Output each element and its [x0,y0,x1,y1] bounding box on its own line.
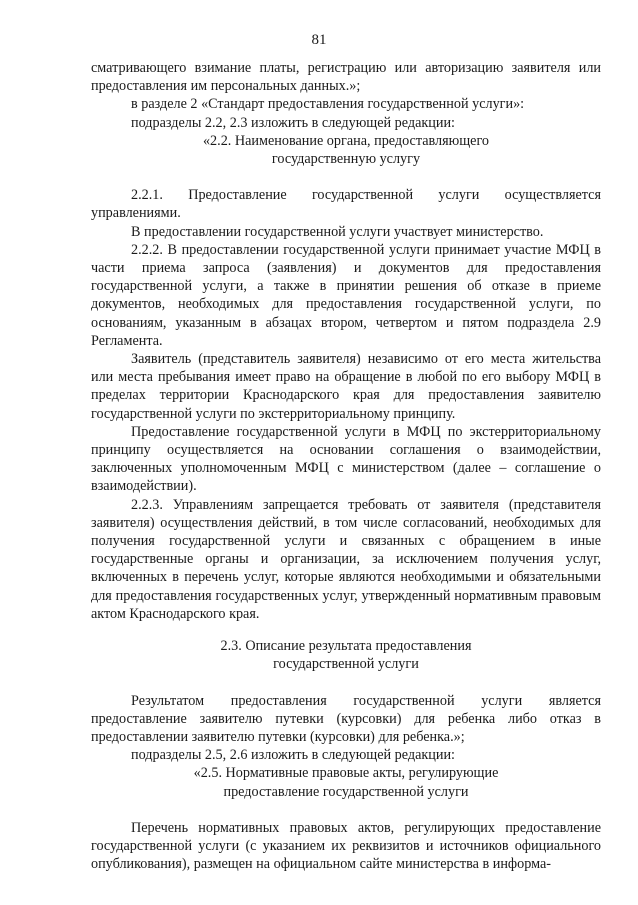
paragraph-section-2-intro: в разделе 2 «Стандарт предоставления государственной услуги»: [131,96,525,113]
heading-2-5 [91,764,601,800]
heading-2-2-line2: государственную услугу [271,151,421,168]
heading-2-3 [91,637,601,673]
heading-2-2 [91,132,601,168]
document-body [91,59,601,873]
paragraph-2-2-1: 2.2.1. Предоставление государственной услуги осуществляется управлениями. [91,187,601,222]
paragraph-continuation: сматривающего взимание платы, регистрацию или авторизацию заявителя или предоставления им персональных данных.»; [91,60,601,95]
heading-2-5-line2: предоставление государственной услуги [223,783,469,800]
heading-2-3-line1: 2.3. Описание результата предоставления [220,638,472,655]
spacer [91,623,601,637]
paragraph-applicant-rights: Заявитель (представитель заявителя) независимо от его места жительства или места пребывания имеет право на обращение в любой по его выбору МФЦ в пределах территории Краснодарского края для предоставления заявителю государственной услуги по экстерриториальному принципу. [91,351,601,422]
spacer [91,168,601,186]
paragraph-subsections-2-5-2-6: подразделы 2.5, 2.6 изложить в следующей редакции: [131,747,455,764]
spacer [91,674,601,692]
heading-2-5-line1: «2.5. Нормативные правовые акты, регулирующие [193,765,499,782]
paragraph-ministry-participation: В предоставлении государственной услуги участвует министерство. [131,223,544,240]
paragraph-legal-acts-list: Перечень нормативных правовых актов, регулирующих предоставление государственной услуги (с указанием их реквизитов и источников официального опубликования), размещен на официальном сайте министерства в информа- [91,819,601,873]
paragraph-result-description: Результатом предоставления государственной услуги является предоставление заявителю путевки (курсовки) для ребенка либо отказ в предоставлении заявителю путевки (курсовки) для ребенка.»; [91,692,601,745]
paragraph-extraterritorial: Предоставление государственной услуги в МФЦ по экстерриториальному принципу осуществляется на основании соглашения о взаимодействии, заключенных уполномоченным МФЦ с министерством (далее – соглашение о взаимодействии). [91,423,601,495]
heading-2-2-line1: «2.2. Наименование органа, предоставляющего [202,132,490,149]
page-number: 81 [311,32,327,48]
paragraph-subsections-2-2-2-3: подразделы 2.2, 2.3 изложить в следующей редакции: [131,114,455,131]
paragraph-2-2-3: 2.2.3. Управлениям запрещается требовать от заявителя (представителя заявителя) осуществления действий, в том числе согласований, необходимых для получения государственной услуги и связанных с обращением в иные государственные органы и организации, за исключением получения услуг, включенных в перечень услуг, которые являются необходимыми и обязательными для предоставления государственных услуг, утвержденный нормативным правовым актом Краснодарского края. [91,496,601,622]
paragraph-2-2-2: 2.2.2. В предоставлении государственной услуги принимает участие МФЦ в части приема запроса (заявления) и документов для предоставления государственной услуги, а также в принятии решения об отказе в приеме документов, необходимых для предоставления государственной услуги, по основаниям, указанным в абзацах втором, четвертом и пятом подраздела 2.9 Регламента. [91,241,601,349]
heading-2-3-line2: государственной услуги [273,656,419,673]
spacer [91,801,601,819]
